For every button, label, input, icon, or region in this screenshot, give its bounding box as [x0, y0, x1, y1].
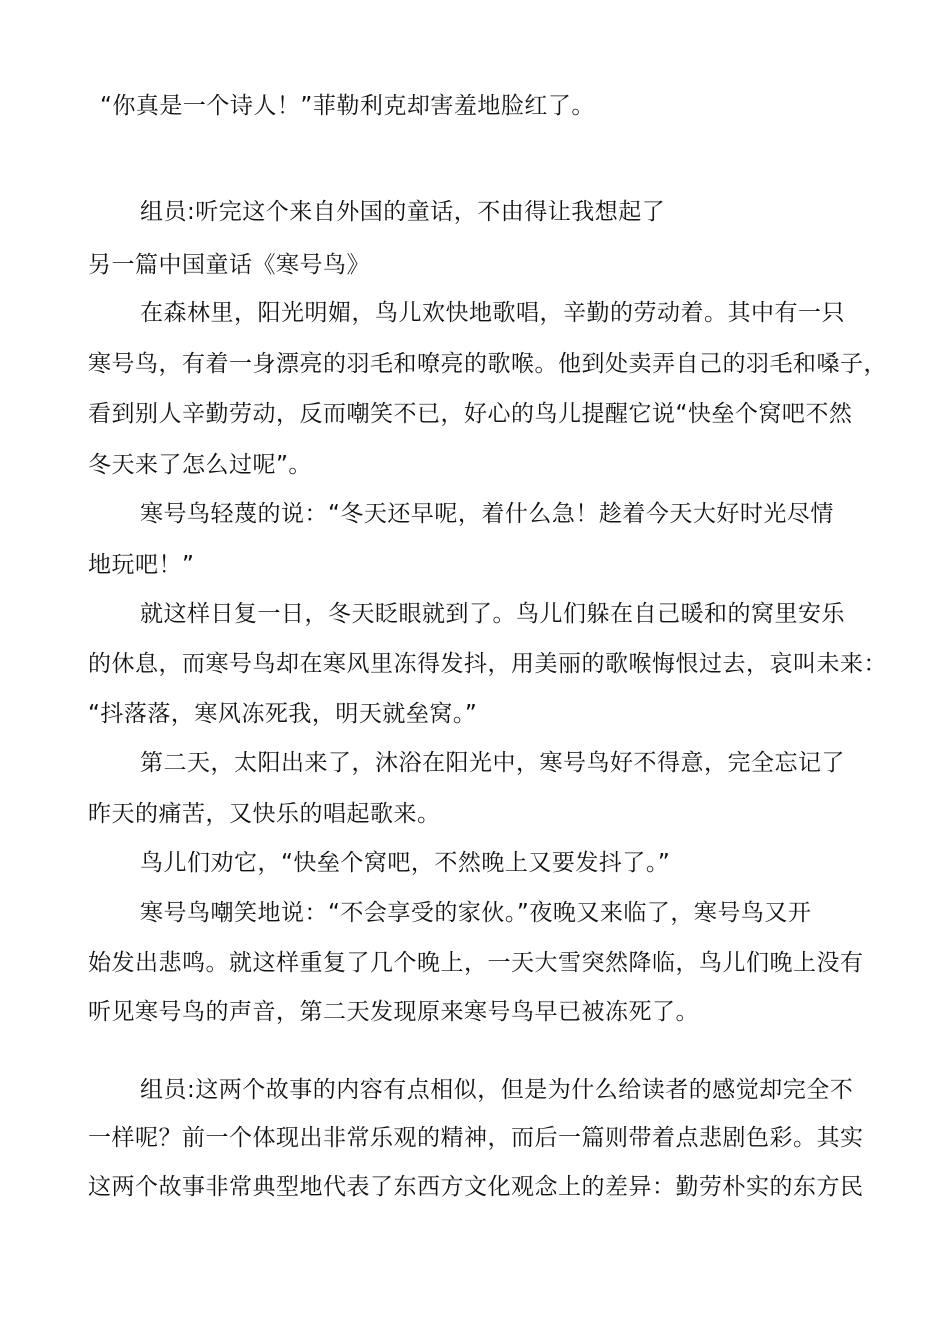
- text-line: “抖落落，寒风冻死我，明天就垒窝。”: [88, 701, 478, 727]
- text-line: 寒号鸟，有着一身漂亮的羽毛和嘹亮的歌喉。他到处卖弄自己的羽毛和嗓子，: [88, 351, 887, 377]
- text-line: 另一篇中国童话《寒号鸟》: [88, 252, 370, 278]
- text-line: 组员:这两个故事的内容有点相似，但是为什么给读者的感觉却完全不: [140, 1077, 854, 1103]
- text-line: “你真是一个诗人！”菲勒利克却害羞地脸红了。: [100, 93, 595, 119]
- text-line: 听见寒号鸟的声音，第二天发现原来寒号鸟早已被冻死了。: [88, 999, 699, 1025]
- text-line: 看到别人辛勤劳动，反而嘲笑不已，好心的鸟儿提醒它说“快垒个窝吧不然: [88, 401, 853, 427]
- text-line: 寒号鸟轻蔑的说：“冬天还早呢，着什么急！趁着今天大好时光尽情: [140, 501, 834, 527]
- text-line: 始发出悲鸣。就这样重复了几个晚上，一天大雪突然降临，鸟儿们晚上没有: [88, 950, 864, 976]
- text-line: 第二天，太阳出来了，沐浴在阳光中，寒号鸟好不得意，完全忘记了: [140, 750, 845, 776]
- text-line: 一样呢？前一个体现出非常乐观的精神，而后一篇则带着点悲剧色彩。其实: [88, 1125, 864, 1151]
- text-line: 在森林里，阳光明媚，鸟儿欢快地歌唱，辛勤的劳动着。其中有一只: [140, 300, 845, 326]
- text-line: 组员:听完这个来自外国的童话，不由得让我想起了: [140, 199, 666, 225]
- text-line: 寒号鸟嘲笑地说：“不会享受的家伙。”夜晚又来临了，寒号鸟又开: [140, 900, 812, 926]
- text-line: 冬天来了怎么过呢”。: [88, 452, 312, 478]
- text-line: 的休息，而寒号鸟却在寒风里冻得发抖，用美丽的歌喉悔恨过去，哀叫未来：: [88, 651, 887, 677]
- text-line: 昨天的痛苦，又快乐的唱起歌来。: [88, 801, 441, 827]
- text-line: 地玩吧！”: [88, 552, 195, 578]
- text-line: 这两个故事非常典型地代表了东西方文化观念上的差异：勤劳朴实的东方民: [88, 1174, 864, 1200]
- text-line: 就这样日复一日，冬天眨眼就到了。鸟儿们躲在自己暖和的窝里安乐: [140, 601, 845, 627]
- text-line: 鸟儿们劝它，“快垒个窝吧，不然晚上又要发抖了。”: [140, 850, 671, 876]
